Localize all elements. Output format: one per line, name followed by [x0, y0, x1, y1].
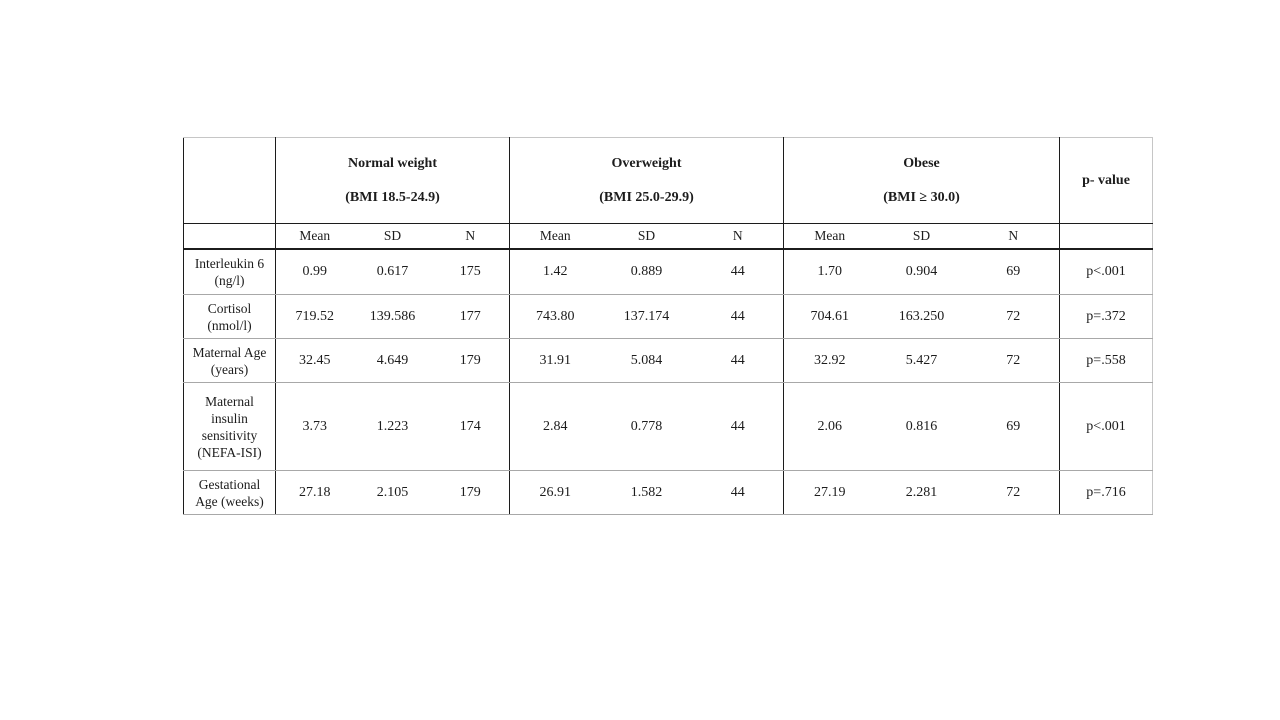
mean-value: 704.61 [784, 295, 876, 339]
table-row-maternal-insulin-sensitivity [184, 383, 1153, 471]
stat-header-mean: Mean [276, 224, 354, 249]
row-label: Maternal insulin sensitivity (NEFA-ISI) [184, 383, 276, 471]
n-value: 175 [432, 249, 510, 295]
table-row-gestational-age [184, 471, 1153, 515]
sd-value: 1.582 [601, 471, 693, 515]
group-header-row [184, 138, 1153, 224]
mean-value: 26.91 [510, 471, 601, 515]
row-label: Interleukin 6 (ng/l) [184, 249, 276, 295]
stat-header-row [184, 224, 1153, 249]
mean-value: 743.80 [510, 295, 601, 339]
sd-value: 2.281 [876, 471, 968, 515]
corner-cell [184, 138, 276, 224]
mean-value: 3.73 [276, 383, 354, 471]
stat-header-n: N [432, 224, 510, 249]
group-title: Normal weight [347, 155, 438, 171]
n-value: 44 [693, 339, 784, 383]
group-header-overweight [510, 138, 784, 224]
sd-value: 163.250 [876, 295, 968, 339]
group-subtitle: (BMI 25.0-29.9) [599, 189, 694, 205]
sd-value: 139.586 [354, 295, 432, 339]
row-label: Cortisol (nmol/l) [184, 295, 276, 339]
sd-value: 137.174 [601, 295, 693, 339]
n-value: 72 [968, 339, 1060, 383]
mean-value: 2.84 [510, 383, 601, 471]
stat-header-sd: SD [876, 224, 968, 249]
table-row-interleukin-6 [184, 249, 1153, 295]
mean-value: 719.52 [276, 295, 354, 339]
sd-value: 0.778 [601, 383, 693, 471]
stat-header-sd: SD [601, 224, 693, 249]
n-value: 179 [432, 339, 510, 383]
pvalue-column-header: p- value [1060, 138, 1153, 224]
row-label: Maternal Age (years) [184, 339, 276, 383]
group-subtitle: (BMI 18.5-24.9) [345, 189, 440, 205]
stat-header-sd: SD [354, 224, 432, 249]
p-value: p=.372 [1060, 295, 1153, 339]
empty-cell [184, 224, 276, 249]
n-value: 44 [693, 249, 784, 295]
n-value: 179 [432, 471, 510, 515]
stat-header-mean: Mean [784, 224, 876, 249]
p-value: p=.716 [1060, 471, 1153, 515]
group-header-obese [784, 138, 1060, 224]
p-value: p=.558 [1060, 339, 1153, 383]
n-value: 69 [968, 383, 1060, 471]
table-row-cortisol [184, 295, 1153, 339]
sd-value: 1.223 [354, 383, 432, 471]
group-title: Obese [903, 155, 940, 171]
stat-header-mean: Mean [510, 224, 601, 249]
mean-value: 32.45 [276, 339, 354, 383]
table-row-maternal-age [184, 339, 1153, 383]
mean-value: 27.18 [276, 471, 354, 515]
mean-value: 0.99 [276, 249, 354, 295]
sd-value: 0.617 [354, 249, 432, 295]
n-value: 72 [968, 295, 1060, 339]
n-value: 72 [968, 471, 1060, 515]
n-value: 177 [432, 295, 510, 339]
n-value: 44 [693, 383, 784, 471]
group-header-normal-weight [276, 138, 510, 224]
sd-value: 0.816 [876, 383, 968, 471]
n-value: 69 [968, 249, 1060, 295]
p-value: p<.001 [1060, 383, 1153, 471]
n-value: 44 [693, 471, 784, 515]
sd-value: 2.105 [354, 471, 432, 515]
mean-value: 31.91 [510, 339, 601, 383]
sd-value: 0.889 [601, 249, 693, 295]
n-value: 44 [693, 295, 784, 339]
mean-value: 1.42 [510, 249, 601, 295]
mean-value: 2.06 [784, 383, 876, 471]
sd-value: 4.649 [354, 339, 432, 383]
stat-header-n: N [968, 224, 1060, 249]
sd-value: 5.084 [601, 339, 693, 383]
mean-value: 32.92 [784, 339, 876, 383]
empty-cell [1060, 224, 1153, 249]
group-subtitle: (BMI ≥ 30.0) [883, 189, 960, 205]
sd-value: 0.904 [876, 249, 968, 295]
mean-value: 27.19 [784, 471, 876, 515]
row-label: Gestational Age (weeks) [184, 471, 276, 515]
data-table [183, 137, 1153, 515]
n-value: 174 [432, 383, 510, 471]
bmi-statistics-table [183, 137, 1153, 515]
p-value: p<.001 [1060, 249, 1153, 295]
stat-header-n: N [693, 224, 784, 249]
mean-value: 1.70 [784, 249, 876, 295]
group-title: Overweight [611, 155, 682, 171]
sd-value: 5.427 [876, 339, 968, 383]
